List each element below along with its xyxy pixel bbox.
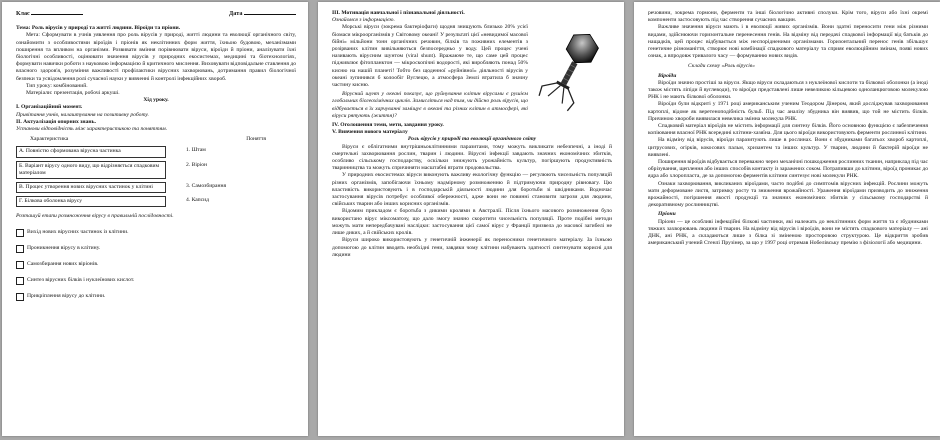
matching-row bbox=[16, 161, 296, 179]
matching-row bbox=[16, 182, 296, 193]
sequence-item-text: Самозбирання нових віріонів. bbox=[27, 261, 99, 268]
characteristic-cell: В. Процес утворення нових вірусних частинок у клітині bbox=[16, 182, 166, 193]
matching-row bbox=[16, 196, 296, 207]
paragraph: Відомим прикладом є боротьба з дикими кролями в Австралії. Після їхнього масового розмноження було використано вірус міксоматозу, що дало змогу значно скоротити чисельність популяції. Проте подібні методи можуть мати непередбачувані наслідки: застосування цієї самої вірус у Франції призвела до масової загибелі не лише диких, а й свійських кролів. bbox=[332, 208, 612, 237]
reflection-note: Вірусний шунт у океані показує, що руйнування клітин вірусами є рушієм глобальних біогеохімічних циклів. Замисліться над тим, чи дійсно роль вірусів, що відбувається в їх харчуванні заміщує в океані та різних клітин в атмосфері, які віруси рятують (життя)? bbox=[332, 91, 529, 119]
concept-cell: 1. Штам bbox=[186, 147, 206, 154]
sequence-item-text: Синтез вірусних білків і нуклеїнових кислот. bbox=[27, 277, 135, 284]
paragraph: Пріони — це особливі інфекційні білкові частинки, які належать до неклітинних форм життя та є збудниками тяжких захворювань людини й тварин. На відміну від вірусів і віроїдів, вони не містять спадкового матеріалу — ані ДНК, ані РНК, а складаються лише з білка зі зміненою просторовою структурою. Це відкриття зробив американський учений Стенлі Прузінер, за що у 1997 році отримав Нобелівську премію з фізіології або медицини. bbox=[648, 218, 928, 247]
paragraph: Віроїди значно простіші за віруси. Якщо віруси складаються з нуклеїнової кислоти та білкової оболонки (а іноді також містять ліпіди й вуглеводи), то віроїди представлені лише невеликою кільцевою одноланцюговою молекулою РНК і не мають білкової оболонки. bbox=[648, 79, 928, 101]
sequence-item bbox=[16, 229, 296, 237]
paragraph: Морські віруси (зокрема бактеріофаги) щодня знищують близько 20% усієї біомаси мікроорганізмів у Світовому океані! У результаті цієї «невидимої масової бійні» мільйони тонн органічних речовин, білків та поживних елементів з розірваних клітин вивільняються безпосередньо у воду. Цей процес учені називають вірусним шунтом (viral shunt). Вражаюче те, що саме цей процес підживлює фітопланктон — мікроскопічні водорості, які виробляють понад 50% кисню на нашій планеті! Тобто без щоденної «руйнівної» діяльності вірусів у океані зупинився б колообіг Вуглецю, а атмосфера Землі втратила б значну частину кисню. bbox=[332, 24, 528, 89]
section-5-heading: V. Вивчення нового матеріалу bbox=[332, 129, 408, 136]
stage-1-heading: I. Організаційний момент. bbox=[16, 104, 83, 111]
lesson-type: Тип уроку: комбінований. bbox=[26, 82, 88, 89]
lesson-topic: Тема: Роль вірусів у природі та житті людини. Віроїди та пріони. bbox=[16, 25, 181, 32]
characteristic-cell: A. Повністю сформована вірусна частинка bbox=[16, 146, 166, 157]
paragraph: Віроїди були відкриті у 1971 році американським ученим Теодором Дінером, який досліджував захворювання картоплі, відоме як веретеноподібність бульб. Під час аналізу збудника він виявив, що той не містить білків. Причиною хвороби виявилася невелика змінна молекула РНК. bbox=[648, 101, 928, 122]
bacteriophage-illustration bbox=[532, 24, 612, 112]
paragraph: Поширення віроїдів відбувається переважно через механічні пошкодження рослинних тканин, наприклад під час обрізування, щеплення або інших способів контакту із заражених соком. Потрапивши до клітини, віроїд проникає до ядра або хлоропласта, де за допомогою ферментів клітини синтезує нові молекули РНК. bbox=[648, 159, 928, 180]
concept-cell: 4. Капсид bbox=[186, 197, 209, 204]
sequence-item-text: Проникнення вірусу в клітину. bbox=[27, 245, 101, 252]
characteristic-cell: Б. Варіант вірусу одного виду, що відрізняється спадковим матеріалом bbox=[16, 161, 166, 179]
paragraph: Віруси широко використовують у генетичній інженерії як переносники генетичного матеріалу. За їхньою допомогою до клітин вводять необхідні гени, завдяки чому клітини набувають здатності синтезувати корисні для людини bbox=[332, 237, 612, 258]
sequence-task: Розташуй етапи розмноження вірусу в правильній послідовності. bbox=[16, 213, 174, 220]
column-characteristic: Характеристика bbox=[30, 136, 69, 143]
sequence-item bbox=[16, 293, 296, 301]
document-page-3 bbox=[634, 2, 940, 436]
checkbox[interactable] bbox=[16, 229, 24, 237]
stage-2-task: Установи відповідність між характеристикою та поняттям. bbox=[16, 126, 168, 133]
date-label: Дата bbox=[229, 10, 243, 17]
paragraph: У природних екосистемах віруси виконують важливу екологічну функцію — регулюють чисельність популяцій різних організмів, запобігаючи їхньому надмірному розмноженню й підтримуючи природну рівновагу. Цю властивість використовують і в господарській діяльності людини для боротьби зі шкідниками. Водночас застосування вірусів потребує особливої обережності, адже вони не повинні становити загрози для людини, свійських тварин або інших корисних організмів. bbox=[332, 172, 612, 208]
course-title: Хід уроку. bbox=[143, 97, 169, 104]
lesson-goal: Мета: Сформувати в учнів уявлення про роль вірусів у природі, житті людини та еволюції органічного світу, ознайомити з особливостями віроїдів і пріонів як неклітинних форм життя, їхньою будовою, механізмами поширення та впливом на організми. Розвивати вміння порівнювати віруси, віроїди й пріони, аналізувати їхні біологічні особливості, оцінювати значення вірусів у природних екосистемах, медицині та біотехнологіях, формувати навички роботи з науковою інформацією й критичного мислення. Виховувати відповідальне ставлення до власного здоров'я, розуміння важливості профілактики вірусних захворювань, дотримання правил біологічної безпеки та усвідомлення ролі сучасної науки у вивченні й контролі інфекційних хвороб. bbox=[16, 32, 296, 82]
section-3-heading: III. Мотивація навчальної і пізнавальної діяльності. bbox=[332, 10, 465, 16]
class-blank[interactable] bbox=[31, 14, 83, 15]
paragraph: Спадковий матеріал віроїдів не містить інформації для синтезу білків. Його основною функцією є забезпечення копіювання власної РНК всередині клітини-хазяїна. Для цього віроїди використовують ферменти рослинної клітини. bbox=[648, 123, 928, 137]
checkbox[interactable] bbox=[16, 277, 24, 285]
stage-2-heading: II. Актуалізація опорних знань. bbox=[16, 118, 97, 125]
matching-table-header bbox=[16, 136, 296, 143]
subheading: Роль вірусів у природі та еволюції органічного світу bbox=[407, 136, 537, 143]
paragraph: Важливе значення віруси мають і в еволюції живих організмів. Вони здатні переносити гени між різними видами, здійснюючи горизонтальне перенесення генів. На відміну від передачі спадкової інформації від батьків до нащадків, цей процес відбувається між неспорідненими організмами. Горизонтальний перенос генів збільшує генетичне різноманіття, створює нові комбінації спадкового матеріалу та сприяє еволюційним змінам, появі нових ознак, а впродовж тривалого часу — формуванню нових видів. bbox=[648, 24, 928, 60]
section-4-heading: IV. Оголошення теми, мети, завдання уроку. bbox=[332, 122, 444, 129]
scheme-task: Склади схему «Роль вірусів» bbox=[688, 63, 755, 70]
lesson-materials: Матеріали: презентація, робочі аркуші. bbox=[26, 90, 120, 97]
paragraph: На відміну від вірусів, віроїди паразитують лише в рослинах. Вони є збудниками багатьох хвороб картоплі, цитрусових, огірків, кокосових пальм, хризантем та інших культур. У тварин, людини й бактерій віроїди не виявлені. bbox=[648, 137, 928, 158]
document-page-2 bbox=[318, 2, 624, 436]
matching-row bbox=[16, 146, 296, 157]
concept-cell: 2. Віріон bbox=[186, 161, 208, 168]
paragraph: Ознаки захворювання, викликаних віроїдами, часто подібні до симптомів вірусних інфекцій. Рослини можуть мати деформоване листя, затримку росту та зниження врожайності. Ураження віроїдами призводить до зниження врожайності, погіршення якості продукції та значних економічних збитків у сільському господарстві й декоративному рослинництві. bbox=[648, 180, 928, 209]
sequence-item bbox=[16, 277, 296, 285]
date-blank[interactable] bbox=[244, 14, 296, 15]
concept-cell: 3. Самозбирання bbox=[186, 183, 227, 190]
paragraph: Віруси є облігатними внутрішньоклітинними паразитами, тому можуть викликати небезпечні, а іноді й смертельні захворювання рослин, тварин і людини. Вірусні інфекції завдають значних економічних збитків, особливо сільському господарству, оскільки знижують урожайність культур, погіршують продуктивність тваринництва та можуть спричиняти масштабні втрати продовольства. bbox=[332, 143, 612, 172]
sequence-item-text: Прикріплення вірусу до клітини. bbox=[27, 293, 106, 300]
sequence-item bbox=[16, 261, 296, 269]
column-concept: Поняття bbox=[246, 136, 266, 143]
class-label: Клас bbox=[16, 10, 30, 17]
characteristic-cell: Г. Білкова оболонка вірусу bbox=[16, 196, 166, 207]
prions-heading: Пріони bbox=[658, 211, 676, 218]
intro-text: Ознайомся з інформацією. bbox=[332, 17, 395, 24]
checkbox[interactable] bbox=[16, 293, 24, 301]
viroids-heading: Віроїди bbox=[658, 72, 677, 79]
sequence-item-text: Вихід нових вірусних частинок із клітини. bbox=[27, 229, 129, 236]
stage-1-text: Привітання учнів, налаштування на позитивну роботу. bbox=[16, 111, 149, 118]
header-row bbox=[16, 10, 296, 17]
checkbox[interactable] bbox=[16, 261, 24, 269]
document-page-1 bbox=[2, 2, 308, 436]
checkbox[interactable] bbox=[16, 245, 24, 253]
sequence-item bbox=[16, 245, 296, 253]
paragraph: речовини, зокрема гормони, ферменти та інші біологічно активні сполуки. Крім того, віруси або їхні окремі компоненти застосовують під час створення сучасних вакцин. bbox=[648, 10, 928, 24]
